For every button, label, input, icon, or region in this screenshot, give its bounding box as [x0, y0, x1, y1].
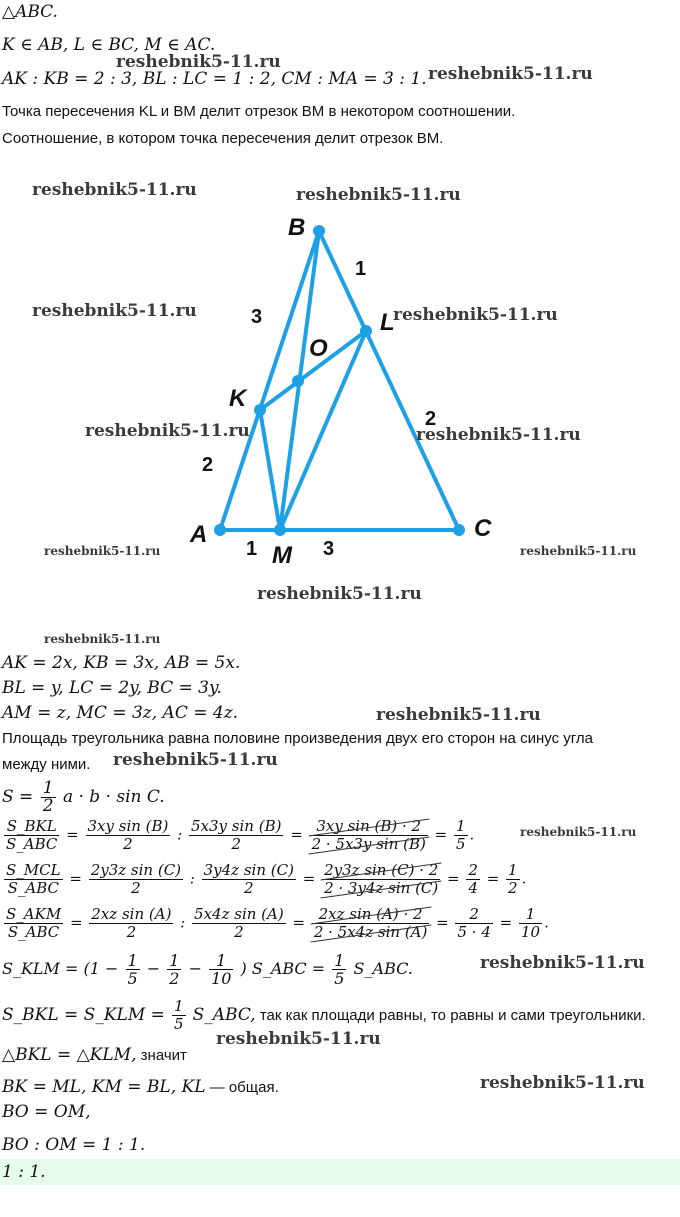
equation-klm: S_KLM = (1 − $\frac{1}{5}$ − $\frac{1}{2}$ − $\frac{1}{10}$ ) S_ABC = $\frac{1}{5}$ S_ABC.	[2, 951, 413, 988]
eq3-f3: $\frac{\text{2xz sin (A) · 2}}{\text{2 · 5x4z sin (A)}}$	[313, 905, 428, 941]
half-fraction: $\frac{1}{2}$	[42, 778, 54, 816]
watermark: reshebnik5-11.ru	[296, 185, 461, 205]
area-text-1: Площадь треугольника равна половине произведения двух его сторон на синус угла	[2, 730, 593, 747]
equal-area-frac: $\frac{1}{5}$	[173, 997, 184, 1033]
eq1-result: $\frac{1}{5}$	[455, 817, 466, 853]
seg-label-bk: 3	[251, 306, 263, 328]
klm-frac-b: $\frac{1}{2}$	[169, 951, 180, 988]
equation-akm: $\frac{\text{S\_AKM}}{\text{S\_ABC}}$ = $\frac{\text{2xz sin (A)}}{2}$ : $\frac{\text{5x4z sin (A)}}{2}$ = $\frac{\text{2xz sin (A) · 2}}{\text{2 · 5x4z sin (A)}}$ = $\frac{2}{5 \cdot 4}$ = $\frac{1}{10}$ .	[6, 905, 549, 941]
point-l	[360, 325, 372, 337]
eq2-lhs: $\frac{\text{S\_MCL}}{\text{S\_ABC}}$	[6, 861, 61, 897]
triangle-figure	[0, 160, 680, 600]
problem-line-2: Соотношение, в котором точка пересечения делит отрезок BM.	[2, 130, 444, 147]
watermark: reshebnik5-11.ru	[113, 750, 278, 770]
eq2-result: $\frac{1}{2}$	[508, 861, 518, 897]
label-m: M	[272, 542, 292, 569]
answer-box	[0, 1159, 680, 1185]
klm-frac-r: $\frac{1}{5}$	[334, 951, 345, 988]
eq2-f3: $\frac{\text{2y3z sin (C) · 2}}{\text{2 · 3y4z sin (C)}}$	[324, 861, 439, 897]
eq3-f1: $\frac{\text{2xz sin (A)}}{2}$	[91, 905, 172, 941]
segment-km	[260, 410, 280, 530]
watermark: reshebnik5-11.ru	[480, 953, 645, 973]
given-triangle: △ABC.	[2, 2, 58, 22]
side-bc	[319, 231, 459, 530]
watermark: reshebnik5-11.ru	[85, 421, 250, 441]
watermark: reshebnik5-11.ru	[416, 425, 581, 445]
eq3-lhs: $\frac{\text{S\_AKM}}{\text{S\_ABC}}$	[6, 905, 62, 941]
watermark: reshebnik5-11.ru	[520, 825, 637, 839]
watermark: reshebnik5-11.ru	[520, 544, 637, 558]
formula-lhs: S =	[2, 787, 34, 807]
length-line-3: AM = z, MC = 3z, AC = 4z.	[2, 703, 239, 723]
watermark: reshebnik5-11.ru	[480, 1073, 645, 1093]
ratio-line: BO : OM = 1 : 1.	[2, 1135, 146, 1155]
watermark: reshebnik5-11.ru	[257, 584, 422, 604]
area-text-2: между ними.	[2, 756, 91, 773]
problem-line-1: Точка пересечения KL и BM делит отрезок BM в некотором соотношении.	[2, 103, 516, 120]
point-c	[453, 524, 465, 536]
eq1-f2: $\frac{\text{5x3y sin (B)}}{2}$	[191, 817, 282, 853]
figure-lines	[220, 231, 459, 530]
length-line-1: AK = 2x, KB = 3x, AB = 5x.	[2, 653, 241, 673]
label-k: K	[229, 385, 247, 412]
eq1-lhs: $\frac{\text{S\_BKL}}{\text{S\_ABC}}$	[6, 817, 58, 853]
answer-text: 1 : 1.	[2, 1162, 46, 1182]
watermark: reshebnik5-11.ru	[393, 305, 558, 325]
eq1-f3: $\frac{\text{3xy sin (B) · 2}}{\text{2 · 5x3y sin (B)}}$	[311, 817, 426, 853]
label-o: O	[309, 335, 328, 362]
area-formula	[2, 780, 165, 815]
eq3-result: $\frac{1}{10}$	[520, 905, 541, 941]
sides-line: BK = ML, KM = BL, KL — общая.	[2, 1077, 279, 1097]
bo-om-line: BO = OM,	[2, 1102, 91, 1122]
eq3-f2: $\frac{\text{5x4z sin (A)}}{2}$	[194, 905, 284, 941]
eq3-mid: $\frac{2}{5 \cdot 4}$	[457, 905, 491, 941]
given-points: K ∈ AB, L ∈ BC, M ∈ AC.	[2, 35, 216, 55]
point-b	[313, 225, 325, 237]
klm-frac-a: $\frac{1}{5}$	[127, 951, 138, 988]
formula-rhs: a · b · sin C.	[62, 787, 165, 807]
seg-label-lc: 2	[425, 408, 437, 430]
point-m	[274, 524, 286, 536]
congruent-line: △BKL = △KLM, значит	[2, 1045, 187, 1065]
point-k	[254, 404, 266, 416]
side-ab	[220, 231, 319, 530]
given-ratios: AK : KB = 2 : 3, BL : LC = 1 : 2, CM : MA = 3 : 1.	[2, 69, 427, 89]
watermark: reshebnik5-11.ru	[216, 1029, 381, 1049]
label-c: C	[474, 515, 492, 542]
watermark: reshebnik5-11.ru	[32, 301, 197, 321]
equation-mcl: $\frac{\text{S\_MCL}}{\text{S\_ABC}}$ = $\frac{\text{2y3z sin (C)}}{2}$ : $\frac{\text{3y4z sin (C)}}{2}$ = $\frac{\text{2y3z sin (C) · 2}}{\text{2 · 3y4z sin (C)}}$ = $\frac{2}{4}$ = $\frac{1}{2}$ .	[6, 861, 527, 897]
eq2-f2: $\frac{\text{3y4z sin (C)}}{2}$	[203, 861, 294, 897]
label-a: A	[190, 521, 208, 548]
watermark: reshebnik5-11.ru	[376, 705, 541, 725]
watermark: reshebnik5-11.ru	[44, 544, 161, 558]
watermark: reshebnik5-11.ru	[32, 180, 197, 200]
seg-label-bl: 1	[355, 258, 367, 280]
eq2-mid: $\frac{2}{4}$	[468, 861, 478, 897]
label-l: L	[380, 309, 395, 336]
equal-area-line: S_BKL = S_KLM = $\frac{1}{5}$ S_ABC, так как площади равны, то равны и сами треугольники.	[2, 997, 646, 1033]
equation-bkl: $\frac{\text{S\_BKL}}{\text{S\_ABC}}$ = $\frac{\text{3xy sin (B)}}{2}$ : $\frac{\text{5x3y sin (B)}}{2}$ = $\frac{\text{3xy sin (B) · 2}}{\text{2 · 5x3y sin (B)}}$ = $\frac{1}{5}$ .	[6, 817, 475, 853]
eq1-f1: $\frac{\text{3xy sin (B)}}{2}$	[87, 817, 169, 853]
seg-label-ka: 2	[202, 454, 214, 476]
watermark: reshebnik5-11.ru	[44, 632, 161, 646]
seg-label-mc: 3	[323, 538, 335, 560]
seg-label-am: 1	[246, 538, 258, 560]
klm-frac-c: $\frac{1}{10}$	[211, 951, 232, 988]
eq2-f1: $\frac{\text{2y3z sin (C)}}{2}$	[90, 861, 182, 897]
point-a	[214, 524, 226, 536]
watermark: reshebnik5-11.ru	[428, 64, 593, 84]
watermark: reshebnik5-11.ru	[116, 52, 281, 72]
point-o	[292, 375, 304, 387]
length-line-2: BL = y, LC = 2y, BC = 3y.	[2, 678, 222, 698]
label-b: B	[288, 214, 306, 241]
